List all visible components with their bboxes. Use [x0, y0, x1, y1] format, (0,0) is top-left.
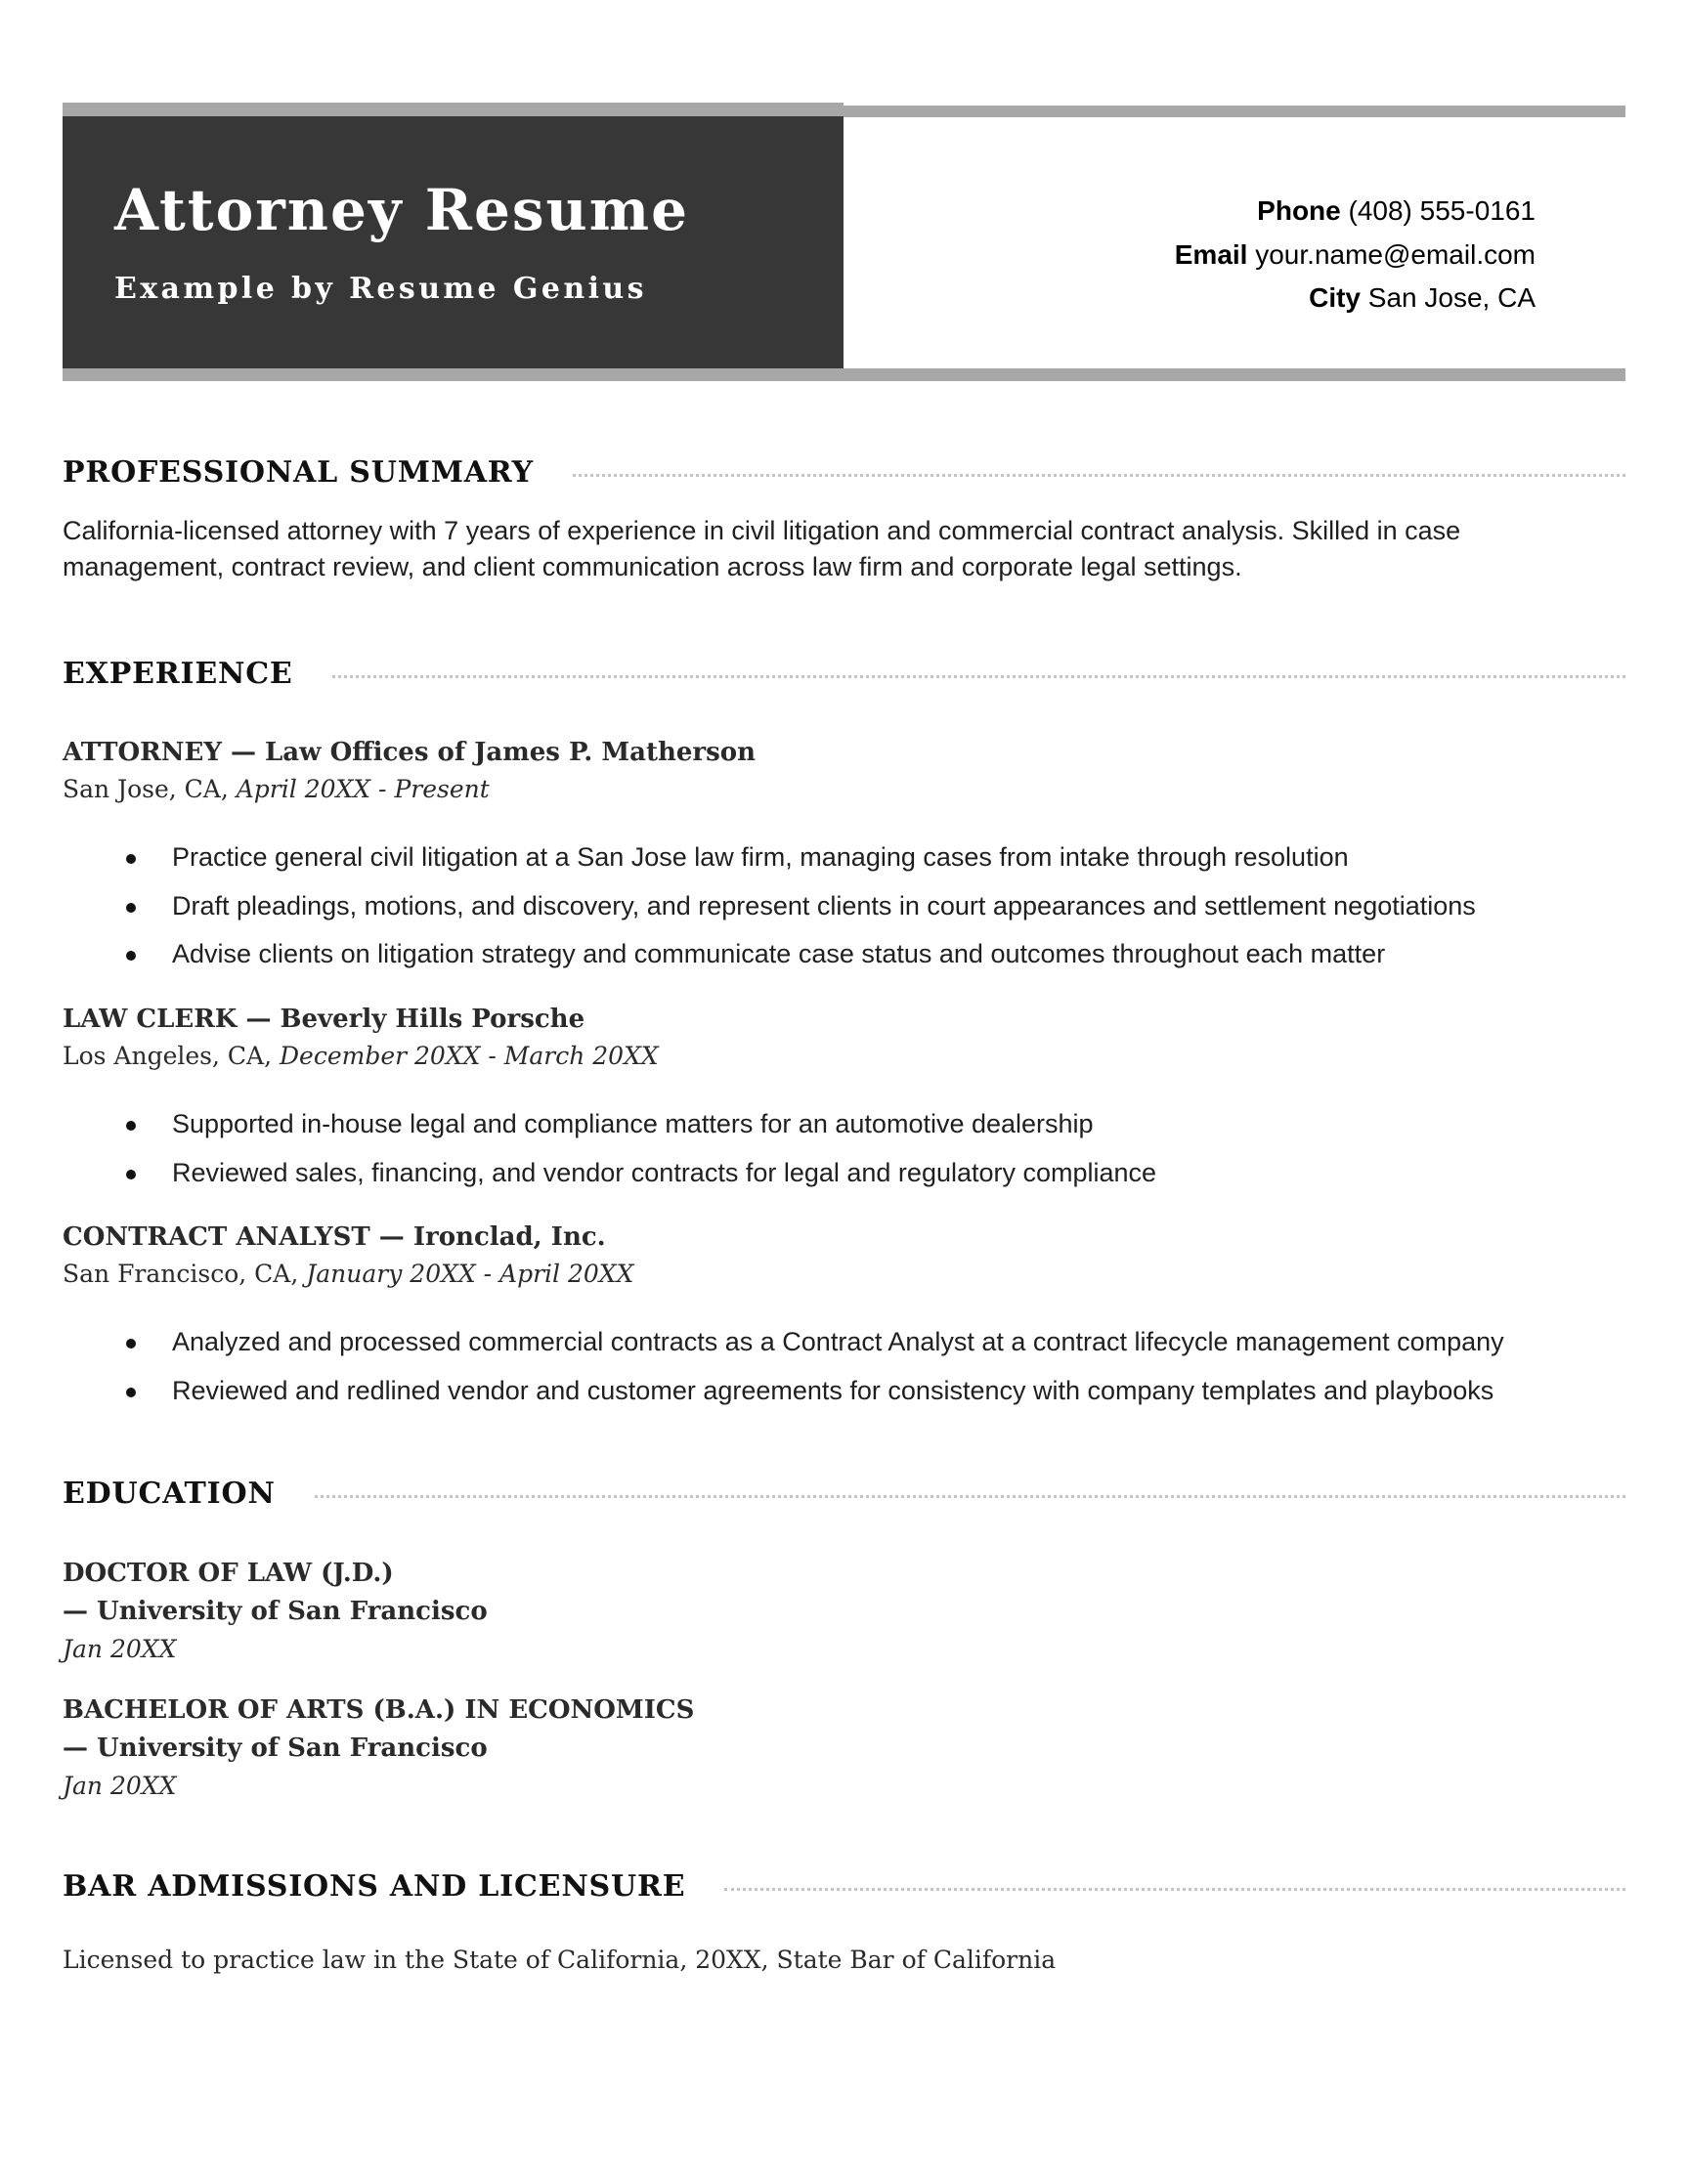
list-item	[63, 1149, 1625, 1198]
section-experience-header	[63, 655, 1625, 694]
bullet-icon	[126, 1121, 136, 1131]
education-date: Jan 20XX	[63, 1635, 177, 1663]
contact-phone-value: (408) 555-0161	[1348, 195, 1536, 226]
section-summary-title: PROFESSIONAL SUMMARY	[63, 455, 534, 490]
job-meta	[63, 1262, 633, 1286]
bullet-text: Supported in-house legal and compliance matters for an automotive dealership	[172, 1109, 1094, 1138]
section-divider	[315, 1495, 1625, 1498]
section-divider	[724, 1888, 1625, 1891]
contact-city-value: San Jose, CA	[1367, 282, 1536, 313]
header-accent-bar-bottom	[63, 368, 1625, 381]
education-degree: BACHELOR OF ARTS (B.A.) IN ECONOMICS	[63, 1695, 695, 1725]
list-item	[63, 1367, 1625, 1416]
bullet-text: Draft pleadings, motions, and discovery, and represent clients in court appearances and settlement negotiations	[172, 890, 1476, 921]
list-item	[63, 834, 1625, 882]
bullet-icon	[126, 854, 136, 864]
education-school: — University of San Francisco	[63, 1597, 488, 1626]
header-accent-bar-left	[63, 103, 844, 116]
summary-line: California-licensed attorney with 7 years of experience in civil litigation and commercial contract analysis. Skilled in case	[63, 516, 1461, 545]
contact-info	[1175, 190, 1536, 321]
list-item	[63, 882, 1625, 931]
list-item	[63, 930, 1625, 979]
job-location: Los Angeles, CA,	[63, 1042, 280, 1070]
bullet-text: Advise clients on litigation strategy and communicate case status and outcomes throughout each matter	[172, 939, 1386, 968]
contact-phone	[1175, 190, 1536, 234]
job-bullets	[63, 1100, 1625, 1197]
bullet-icon	[126, 1339, 136, 1349]
bullet-icon	[126, 1170, 136, 1179]
contact-phone-label: Phone	[1257, 195, 1341, 226]
section-bar-title: BAR ADMISSIONS AND LICENSURE	[63, 1869, 686, 1904]
section-summary-header	[63, 453, 1625, 492]
contact-email-value: your.name@email.com	[1255, 238, 1536, 270]
contact-email-label: Email	[1174, 238, 1248, 270]
bar-admissions-text: Licensed to practice law in the State of California, 20XX, State Bar of California	[63, 1946, 1057, 1974]
section-education-header	[63, 1475, 1625, 1514]
education-school: — University of San Francisco	[63, 1734, 488, 1763]
section-education-title: EDUCATION	[63, 1477, 276, 1511]
bullet-text: Analyzed and processed commercial contracts as a Contract Analyst at a contract lifecycle management company	[172, 1327, 1504, 1356]
summary-line: management, contract review, and client communication across law firm and corporate legal settings.	[63, 552, 1242, 581]
bullet-icon	[126, 903, 136, 913]
contact-city-label: City	[1309, 282, 1362, 313]
job-dates: April 20XX - Present	[236, 775, 490, 803]
list-item	[63, 1318, 1625, 1367]
job-bullets	[63, 834, 1625, 979]
job-dates: January 20XX - April 20XX	[306, 1260, 634, 1288]
job-bullets	[63, 1318, 1625, 1415]
bullet-icon	[126, 1388, 136, 1397]
section-divider	[573, 474, 1625, 477]
contact-city	[1175, 277, 1536, 321]
bullet-text: Practice general civil litigation at a San Jose law firm, managing cases from intake through resolution	[172, 842, 1349, 872]
job-dates: December 20XX - March 20XX	[279, 1042, 659, 1070]
header-accent-bar-right	[844, 106, 1625, 117]
bullet-text: Reviewed and redlined vendor and customer agreements for consistency with company templates and playbooks	[172, 1375, 1494, 1405]
resume-title: Attorney Resume	[114, 177, 689, 243]
list-item	[63, 1100, 1625, 1149]
summary-text	[63, 513, 1617, 585]
job-title: ATTORNEY — Law Offices of James P. Matherson	[63, 738, 756, 767]
job-location: San Francisco, CA,	[63, 1260, 307, 1288]
education-degree: DOCTOR OF LAW (J.D.)	[63, 1559, 394, 1588]
contact-email	[1175, 234, 1536, 278]
job-meta	[63, 777, 490, 801]
section-bar-header	[63, 1867, 1625, 1906]
section-divider	[332, 675, 1625, 678]
job-title: LAW CLERK — Beverly Hills Porsche	[63, 1005, 585, 1034]
job-location: San Jose, CA,	[63, 775, 237, 803]
bullet-icon	[126, 951, 136, 961]
job-meta	[63, 1044, 659, 1068]
section-experience-title: EXPERIENCE	[63, 657, 293, 691]
resume-subtitle: Example by Resume Genius	[114, 272, 647, 306]
bullet-text: Reviewed sales, financing, and vendor contracts for legal and regulatory compliance	[172, 1157, 1157, 1187]
education-date: Jan 20XX	[63, 1772, 177, 1800]
job-title: CONTRACT ANALYST — Ironclad, Inc.	[63, 1222, 606, 1252]
